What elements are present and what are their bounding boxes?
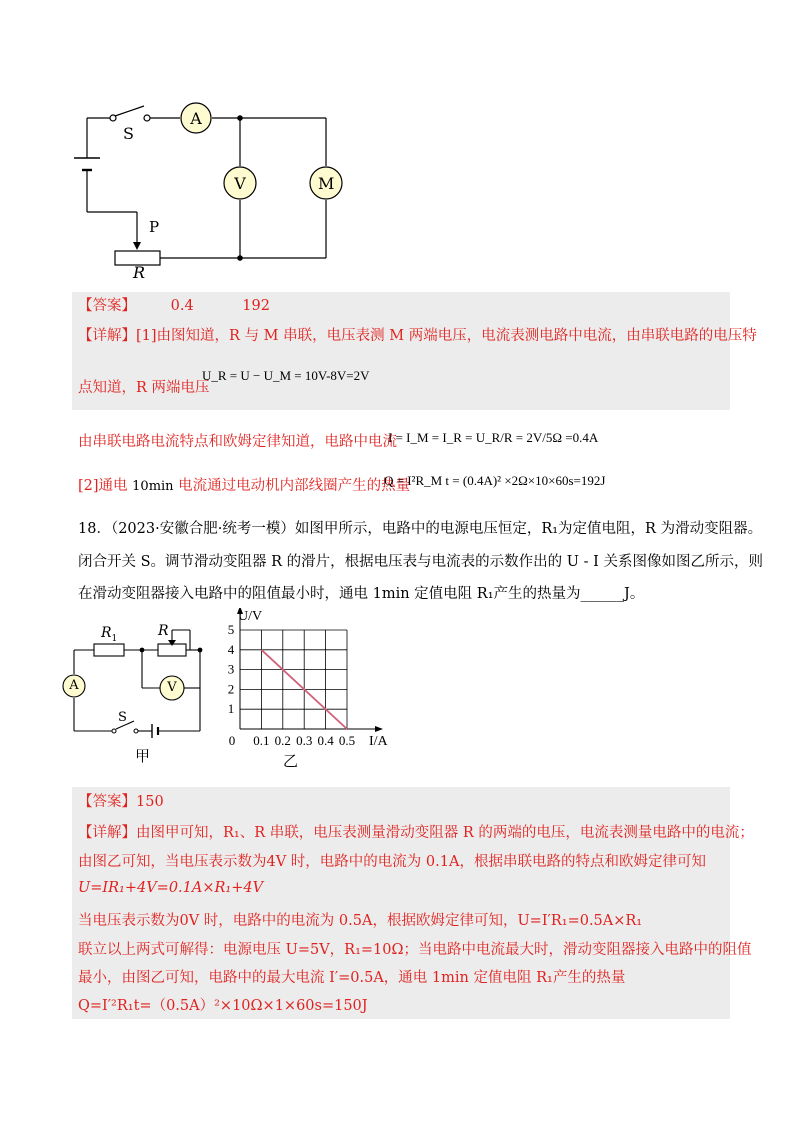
formula-ur: U_R = U − U_M = 10V-8V=2V [202, 368, 370, 383]
ammeter-label: A [190, 109, 202, 128]
detail-text: [1]由图知道，R 与 M 串联，电压表测 M 两端电压，电流表测电路中电流，由串联电路的电压特 [136, 328, 757, 344]
r-label: R [158, 623, 169, 639]
x-tick-label: 0.4 [317, 733, 334, 748]
answer-2 [78, 792, 164, 812]
detail-2-line-6: 最小，由图乙可知，电路中的最大电流 I′=0.5A，通电 1min 定值电阻 R₁产生的热量 [78, 970, 626, 986]
answer-label: 【答案】 [78, 298, 136, 314]
caption-yi: 乙 [283, 752, 299, 770]
detail-2-line-3: U=IR₁+4V=0.1A×R₁+4V [78, 880, 264, 896]
time-value: 10min [132, 479, 174, 494]
detail-1-line-4 [78, 476, 410, 497]
answer-value: 150 [136, 794, 164, 810]
detail-text: 电流通过电动机内部线圈产生的热量 [178, 478, 411, 494]
detail-1-line-1 [78, 326, 757, 346]
slider-label: P [149, 218, 160, 236]
answer-value-1: 0.4 [170, 298, 194, 314]
detail-2-line-7: Q=I′²R₁t=（0.5A）²×10Ω×1×60s=150J [78, 998, 368, 1014]
x-tick-label: 0.5 [338, 733, 356, 748]
r1-letter: R [101, 625, 112, 641]
x-tick-label: 0.2 [274, 733, 291, 748]
detail-label: 【详解】 [78, 825, 136, 841]
voltmeter-2-label: V [167, 680, 177, 695]
formula-heat: Q = I²R_M t = (0.4A)² ×2Ω×10×60s=192J [384, 473, 606, 488]
formula-current: I = I_M = I_R = U_R/R = 2V/5Ω =0.4A [388, 430, 599, 445]
y-tick-label: 1 [227, 701, 235, 717]
x-tick-label: 0 [228, 733, 236, 748]
answer-value-2: 192 [242, 298, 270, 314]
r1-subscript: 1 [111, 633, 118, 644]
y-tick-label: 3 [227, 661, 235, 677]
x-axis-arrow [375, 726, 383, 732]
circuit-diagram-motor [60, 90, 360, 290]
y-tick-label: 2 [227, 681, 235, 697]
detail-1-line-3: 由串联电路电流特点和欧姆定律知道，电路中电流 [78, 434, 397, 450]
motor-label: M [318, 174, 335, 193]
voltmeter-label: V [234, 174, 246, 193]
detail-text: [2]通电 [78, 478, 128, 494]
caption-jia: 甲 [135, 747, 151, 765]
x-tick-label: 0.3 [296, 733, 313, 748]
detail-1-line-2: 点知道，R 两端电压 [78, 380, 210, 396]
switch-label: S [123, 124, 134, 143]
x-axis-label: I/A [369, 734, 388, 749]
rheostat-label: R [133, 263, 146, 282]
question-18-line-3: 在滑动变阻器接入电路中的阻值最小时，通电 1min 定值电阻 R₁产生的热量为______J。 [78, 586, 645, 602]
answer-1 [78, 296, 270, 316]
question-18-line-2: 闭合开关 S。调节滑动变阻器 R 的滑片，根据电压表与电流表的示数作出的 U - I 关系图像如图乙所示，则 [78, 554, 763, 570]
detail-text: 由图甲可知，R₁、R 串联，电压表测量滑动变阻器 R 的两端的电压，电流表测量电路中的电流； [136, 825, 754, 841]
y-axis-label: U/V [238, 609, 263, 624]
detail-2-line-4: 当电压表示数为0V 时，电路中的电流为 0.5A，根据欧姆定律可知，U=I′R₁=0.5A×R₁ [78, 913, 643, 929]
detail-2-line-5: 联立以上两式可解得：电源电压 U=5V，R₁=10Ω；当电路中电流最大时，滑动变阻器接入电路中的阻值 [78, 942, 752, 958]
r1-label [101, 625, 117, 644]
y-tick-label: 4 [227, 641, 235, 657]
detail-label: 【详解】 [78, 328, 136, 344]
detail-2-line-1 [78, 823, 754, 843]
x-tick-label: 0.1 [253, 733, 270, 748]
detail-2-line-2: 由图乙可知，当电压表示数为4V 时，电路中的电流为 0.1A，根据串联电路的特点和欧姆定律可知 [78, 854, 706, 870]
question-18-line-1: 18．（2023·安徽合肥·统考一模）如图甲所示，电路中的电源电压恒定，R₁为定值电阻，R 为滑动变阻器。 [78, 521, 763, 537]
ammeter-2-label: A [69, 678, 79, 693]
answer-label: 【答案】 [78, 794, 136, 810]
switch-2-label: S [118, 710, 127, 725]
ui-chart [224, 608, 404, 778]
circuit-diagram-jia [62, 618, 222, 758]
y-tick-label: 5 [227, 622, 235, 637]
